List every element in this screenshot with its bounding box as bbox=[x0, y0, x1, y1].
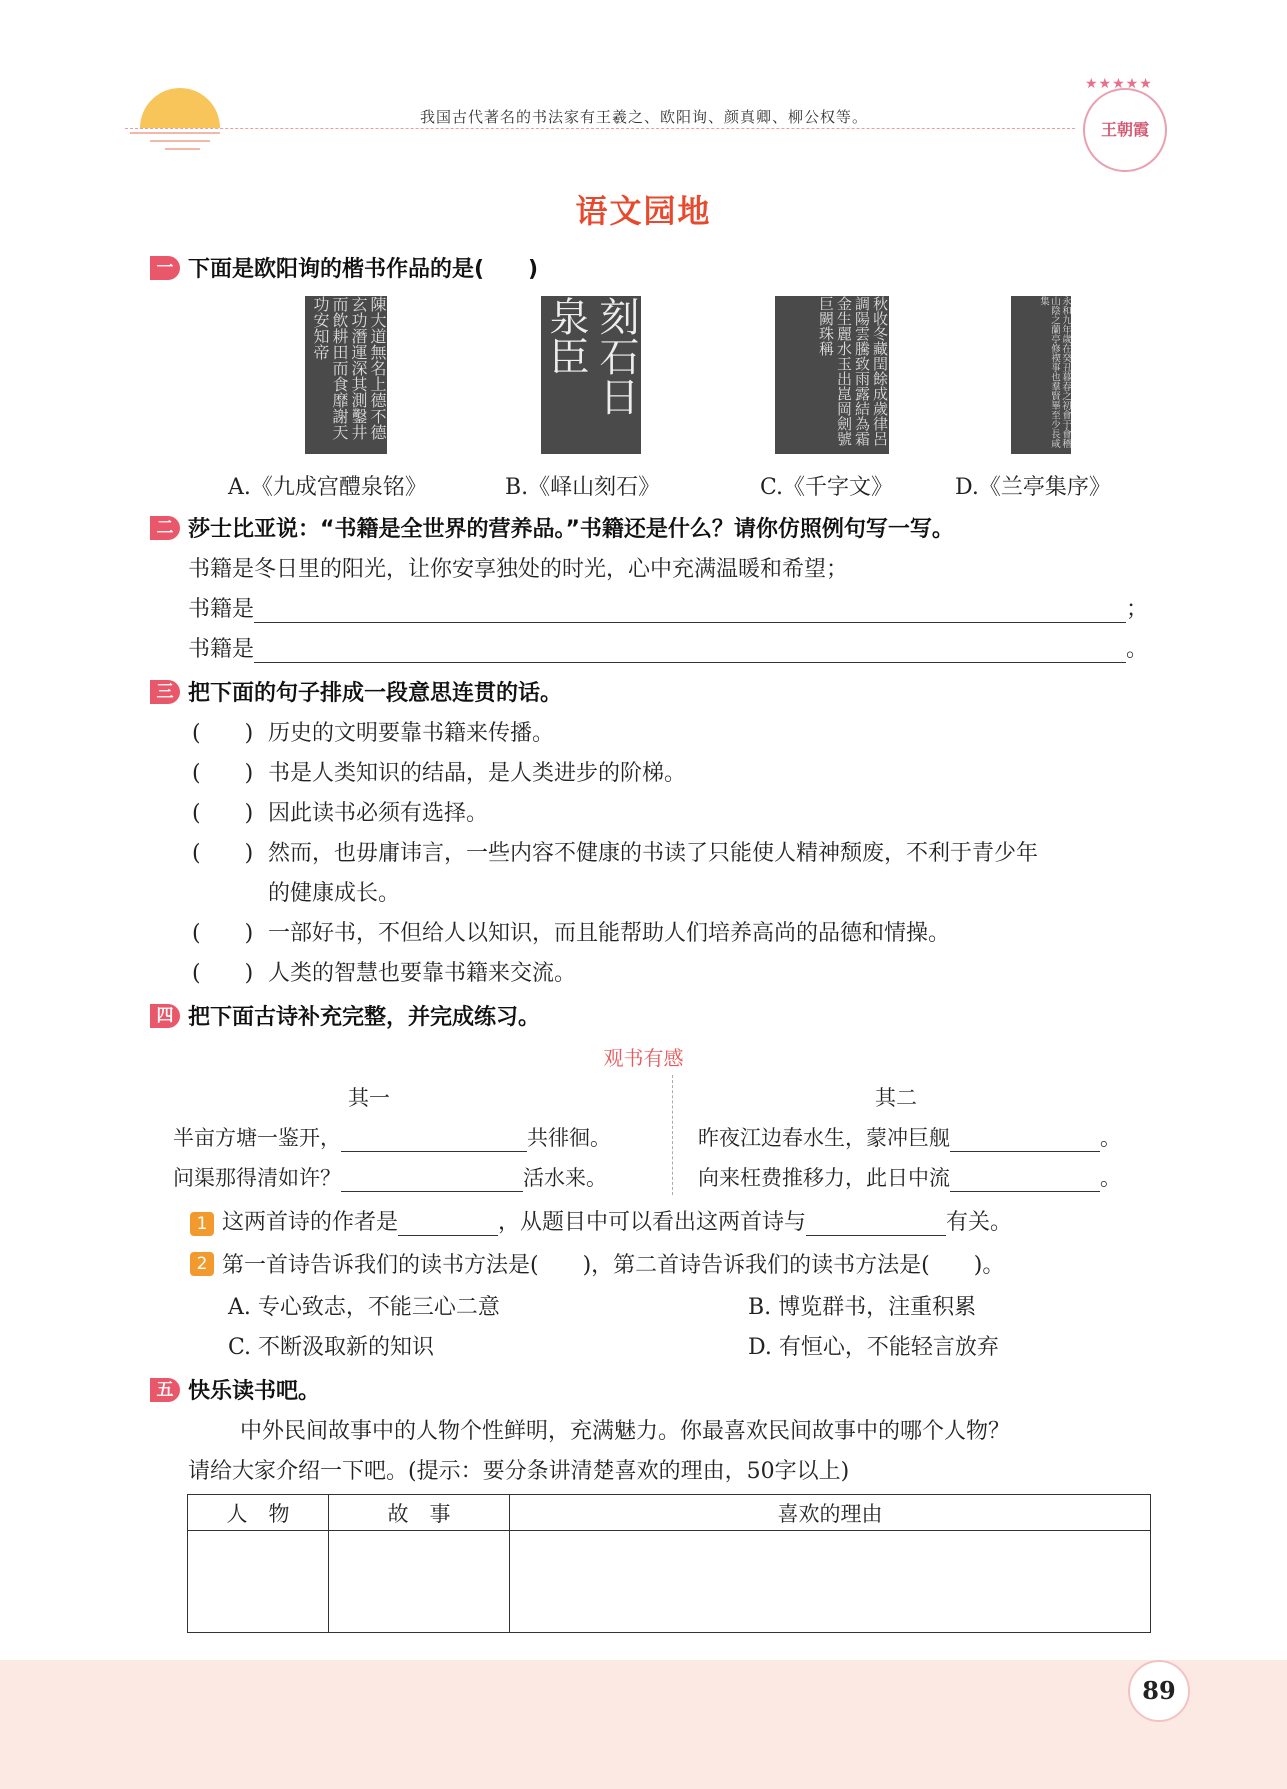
footer-decoration bbox=[0, 1660, 1287, 1789]
section-badge: 三 bbox=[150, 680, 180, 704]
choice-c: C. 不断汲取新的知识 bbox=[228, 1335, 435, 1360]
poem-text: 。 bbox=[1100, 1166, 1121, 1190]
poem-blank[interactable] bbox=[341, 1167, 523, 1192]
sub-question-text: 这两首诗的作者是 bbox=[222, 1210, 399, 1235]
section-4-header bbox=[150, 1000, 540, 1031]
poem-text: 半亩方塘一鉴开， bbox=[173, 1126, 341, 1150]
poem-divider bbox=[672, 1075, 673, 1195]
sub-question-text: ，从题目中可以看出这两首诗与 bbox=[498, 1210, 807, 1235]
order-item bbox=[192, 956, 576, 987]
brand-seal: 王朝霞 bbox=[1083, 88, 1167, 172]
poem-text: 共徘徊。 bbox=[527, 1126, 611, 1150]
poem-2-heading: 其二 bbox=[875, 1086, 917, 1110]
header-divider bbox=[125, 128, 1075, 129]
sub-question-number: 1 bbox=[190, 1212, 214, 1236]
option-c-label: C.《千字文》 bbox=[760, 475, 894, 500]
stars-icon: ★★★★★ bbox=[1085, 76, 1153, 92]
section-prompt: 快乐读书吧。 bbox=[188, 1379, 321, 1404]
poem-blank[interactable] bbox=[950, 1167, 1100, 1192]
table-header: 故 事 bbox=[329, 1495, 510, 1531]
order-blank[interactable]: ( ) bbox=[192, 961, 254, 986]
wave-line bbox=[165, 148, 200, 150]
answer-blank[interactable] bbox=[806, 1211, 946, 1236]
section-badge: 四 bbox=[150, 1004, 180, 1028]
calligraphy-image-d: 永和九年歲在癸丑暮春之初會于會稽山陰之蘭亭修禊事也羣賢畢至少長咸集 bbox=[1011, 296, 1071, 454]
answer-blank[interactable] bbox=[254, 638, 1126, 663]
poem-text: 昨夜江边春水生，蒙冲巨舰 bbox=[698, 1126, 950, 1150]
sub-question-1 bbox=[190, 1205, 1012, 1236]
poem-title: 观书有感 bbox=[603, 1046, 684, 1070]
order-item bbox=[192, 836, 1038, 867]
poem-2-line-2 bbox=[698, 1162, 1121, 1192]
poem-1-heading: 其一 bbox=[348, 1086, 390, 1110]
table-header-row bbox=[188, 1495, 1151, 1531]
poem-text: 。 bbox=[1100, 1126, 1121, 1150]
answer-line-2 bbox=[188, 632, 1148, 663]
order-item bbox=[192, 796, 488, 827]
table-row bbox=[188, 1531, 1151, 1633]
order-blank[interactable]: ( ) bbox=[192, 801, 254, 826]
section-prompt: 下面是欧阳询的楷书作品的是( ) bbox=[188, 257, 539, 282]
table-cell-person[interactable] bbox=[188, 1531, 329, 1633]
table-header: 人 物 bbox=[188, 1495, 329, 1531]
table-cell-reason[interactable] bbox=[510, 1531, 1151, 1633]
answer-blank[interactable] bbox=[254, 598, 1126, 623]
poem-blank[interactable] bbox=[950, 1127, 1100, 1152]
sub-question-2 bbox=[190, 1248, 1004, 1279]
poem-text: 活水来。 bbox=[523, 1166, 607, 1190]
option-b-label: B.《峄山刻石》 bbox=[505, 475, 661, 500]
order-text: 历史的文明要靠书籍来传播。 bbox=[268, 721, 555, 746]
section-prompt: 把下面古诗补充完整，并完成练习。 bbox=[188, 1005, 541, 1030]
option-a-label: A.《九成宫醴泉铭》 bbox=[228, 475, 427, 500]
order-text: 一部好书，不但给人以知识，而且能帮助人们培养高尚的品德和情操。 bbox=[268, 921, 951, 946]
header-note: 我国古代著名的书法家有王羲之、欧阳询、颜真卿、柳公权等。 bbox=[420, 108, 869, 126]
order-text: 书是人类知识的结晶，是人类进步的阶梯。 bbox=[268, 761, 687, 786]
section-5-header bbox=[150, 1374, 320, 1405]
order-blank[interactable]: ( ) bbox=[192, 761, 254, 786]
poem-1-line-2 bbox=[173, 1162, 607, 1192]
order-text: 人类的智慧也要靠书籍来交流。 bbox=[268, 961, 577, 986]
choice-a: A. 专心致志，不能三心二意 bbox=[228, 1295, 500, 1320]
section-prompt: 莎士比亚说：“书籍是全世界的营养品。”书籍还是什么？请你仿照例句写一写。 bbox=[188, 517, 954, 542]
answer-line-1 bbox=[188, 592, 1148, 623]
option-d-label: D.《兰亭集序》 bbox=[955, 475, 1111, 500]
page-number: 89 bbox=[1128, 1660, 1190, 1722]
answer-table bbox=[187, 1494, 1151, 1633]
order-blank[interactable]: ( ) bbox=[192, 721, 254, 746]
answer-blank[interactable] bbox=[398, 1211, 498, 1236]
table-header: 喜欢的理由 bbox=[510, 1495, 1151, 1531]
order-item bbox=[192, 916, 950, 947]
choice-d: D. 有恒心，不能轻言放弃 bbox=[748, 1335, 999, 1360]
line-start: 书籍是 bbox=[188, 637, 255, 662]
sub-question-number: 2 bbox=[190, 1252, 214, 1276]
wave-line bbox=[150, 140, 210, 142]
section-badge: 五 bbox=[150, 1378, 180, 1402]
prompt-paragraph-1: 中外民间故事中的人物个性鲜明，充满魅力。你最喜欢民间故事中的哪个人物？ bbox=[240, 1419, 1011, 1444]
sub-question-text: 第一首诗告诉我们的读书方法是( )，第二首诗告诉我们的读书方法是( )。 bbox=[222, 1253, 1005, 1278]
example-sentence: 书籍是冬日里的阳光，让你安享独处的时光，心中充满温暖和希望； bbox=[188, 557, 849, 582]
line-end: 。 bbox=[1126, 637, 1149, 662]
table-cell-story[interactable] bbox=[329, 1531, 510, 1633]
section-2-header bbox=[150, 512, 954, 543]
choice-b: B. 博览群书，注重积累 bbox=[748, 1295, 977, 1320]
section-prompt: 把下面的句子排成一段意思连贯的话。 bbox=[188, 681, 563, 706]
poem-text: 向来枉费推移力，此日中流 bbox=[698, 1166, 950, 1190]
order-blank[interactable]: ( ) bbox=[192, 841, 254, 866]
section-1-header bbox=[150, 252, 538, 283]
calligraphy-image-b: 刻石日泉臣 bbox=[541, 296, 641, 454]
wave-line bbox=[130, 132, 220, 134]
sun-decoration bbox=[140, 88, 220, 128]
section-3-header bbox=[150, 676, 562, 707]
section-badge: 二 bbox=[150, 516, 180, 540]
order-item bbox=[192, 756, 686, 787]
calligraphy-image-a: 陳大道無名上德不德玄功潛運深其測鑿井而飲耕田而食靡謝天功安知帝 bbox=[305, 296, 387, 454]
poem-1-line-1 bbox=[173, 1122, 611, 1152]
section-badge: 一 bbox=[150, 256, 180, 280]
sub-question-text: 有关。 bbox=[946, 1210, 1013, 1235]
poem-text: 问渠那得清如许？ bbox=[173, 1166, 341, 1190]
calligraphy-image-c: 秋收冬藏閏餘成歲律呂調陽雲騰致雨露結為霜金生麗水玉出崑岡劍號巨闕珠稱 bbox=[775, 296, 889, 454]
order-text-cont: 的健康成长。 bbox=[268, 881, 401, 906]
order-blank[interactable]: ( ) bbox=[192, 921, 254, 946]
order-text: 因此读书必须有选择。 bbox=[268, 801, 489, 826]
prompt-paragraph-2: 请给大家介绍一下吧。(提示：要分条讲清楚喜欢的理由，50字以上) bbox=[188, 1459, 850, 1484]
page-title: 语文园地 bbox=[575, 192, 712, 230]
poem-2-line-1 bbox=[698, 1122, 1121, 1152]
line-end: ； bbox=[1126, 597, 1149, 622]
poem-blank[interactable] bbox=[341, 1127, 527, 1152]
order-text: 然而，也毋庸讳言，一些内容不健康的书读了只能使人精神颓废，不利于青少年 bbox=[268, 841, 1039, 866]
order-item bbox=[192, 716, 554, 747]
line-start: 书籍是 bbox=[188, 597, 255, 622]
